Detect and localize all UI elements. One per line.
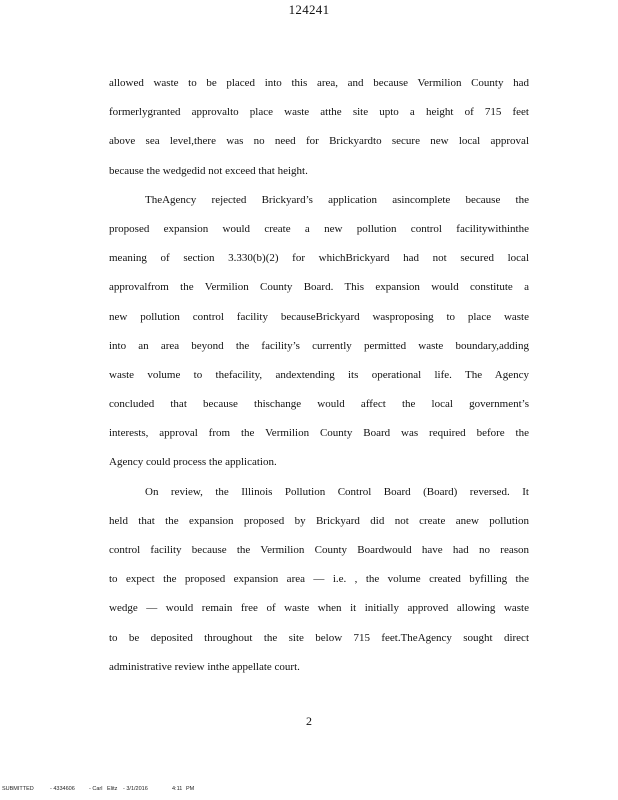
text-line: to expect the proposed expansion area — i.e. , the volume created byfilling the [109, 573, 529, 586]
text-line: concluded that because thischange would affect the local government’s [109, 398, 529, 411]
text-line: Agency could process the application. [109, 456, 277, 469]
text-line: wedge — would remain free of waste when it initially approved allowing waste [109, 602, 529, 615]
opinion-body [109, 69, 529, 682]
text-line: new pollution control facility becauseBrickyard wasproposing to place waste [109, 310, 529, 323]
text-line: held that the expansion proposed by Brickyard did not create anew pollution [109, 514, 529, 527]
text-line: because the wedgedid not exceed that height. [109, 164, 308, 177]
footer-id: - 4334606 [50, 786, 75, 792]
text-line: interests, approval from the Vermilion County Board was required before the [109, 427, 529, 440]
text-line: proposed expansion would create a new pollution control facilitywithinthe [109, 222, 529, 235]
footer-ampm: PM [186, 786, 195, 792]
footer-status: Elitz [107, 786, 118, 792]
text-line: administrative review inthe appellate court. [109, 660, 300, 673]
text-line: formerlygranted approvalto place waste atthe site upto a height of 715 feet [109, 106, 529, 119]
text-line: meaning of section 3.330(b)(2) for whichBrickyard had not secured local [109, 252, 529, 265]
page-number: 2 [306, 714, 312, 728]
document-number: 124241 [288, 2, 330, 17]
text-line: above sea level,there was no need for Brickyardto secure new local approval [109, 135, 529, 148]
text-line: TheAgency rejected Brickyard’s application asincomplete because the [145, 193, 529, 206]
text-line: waste volume to thefacility, andextending its operational life. The Agency [109, 368, 529, 381]
footer-time: 4:11 [172, 786, 183, 792]
text-line: On review, the Illinois Pollution Control Board (Board) reversed. It [145, 485, 529, 498]
footer-label: SUBMITTED [2, 786, 34, 792]
text-line: into an area beyond the facility’s currently permitted waste boundary,adding [109, 339, 529, 352]
text-line: control facility because the Vermilion County Boardwould have had no reason [109, 544, 529, 556]
text-line: to be deposited throughout the site below 715 feet.TheAgency sought direct [109, 631, 529, 644]
footer-filer: - Carl [89, 786, 103, 792]
footer-date: - 3/1/2016 [123, 786, 148, 792]
text-line: approvalfrom the Vermilion County Board. This expansion would constitute a [109, 281, 529, 294]
text-line: allowed waste to be placed into this area, and because Vermilion County had [109, 77, 529, 89]
